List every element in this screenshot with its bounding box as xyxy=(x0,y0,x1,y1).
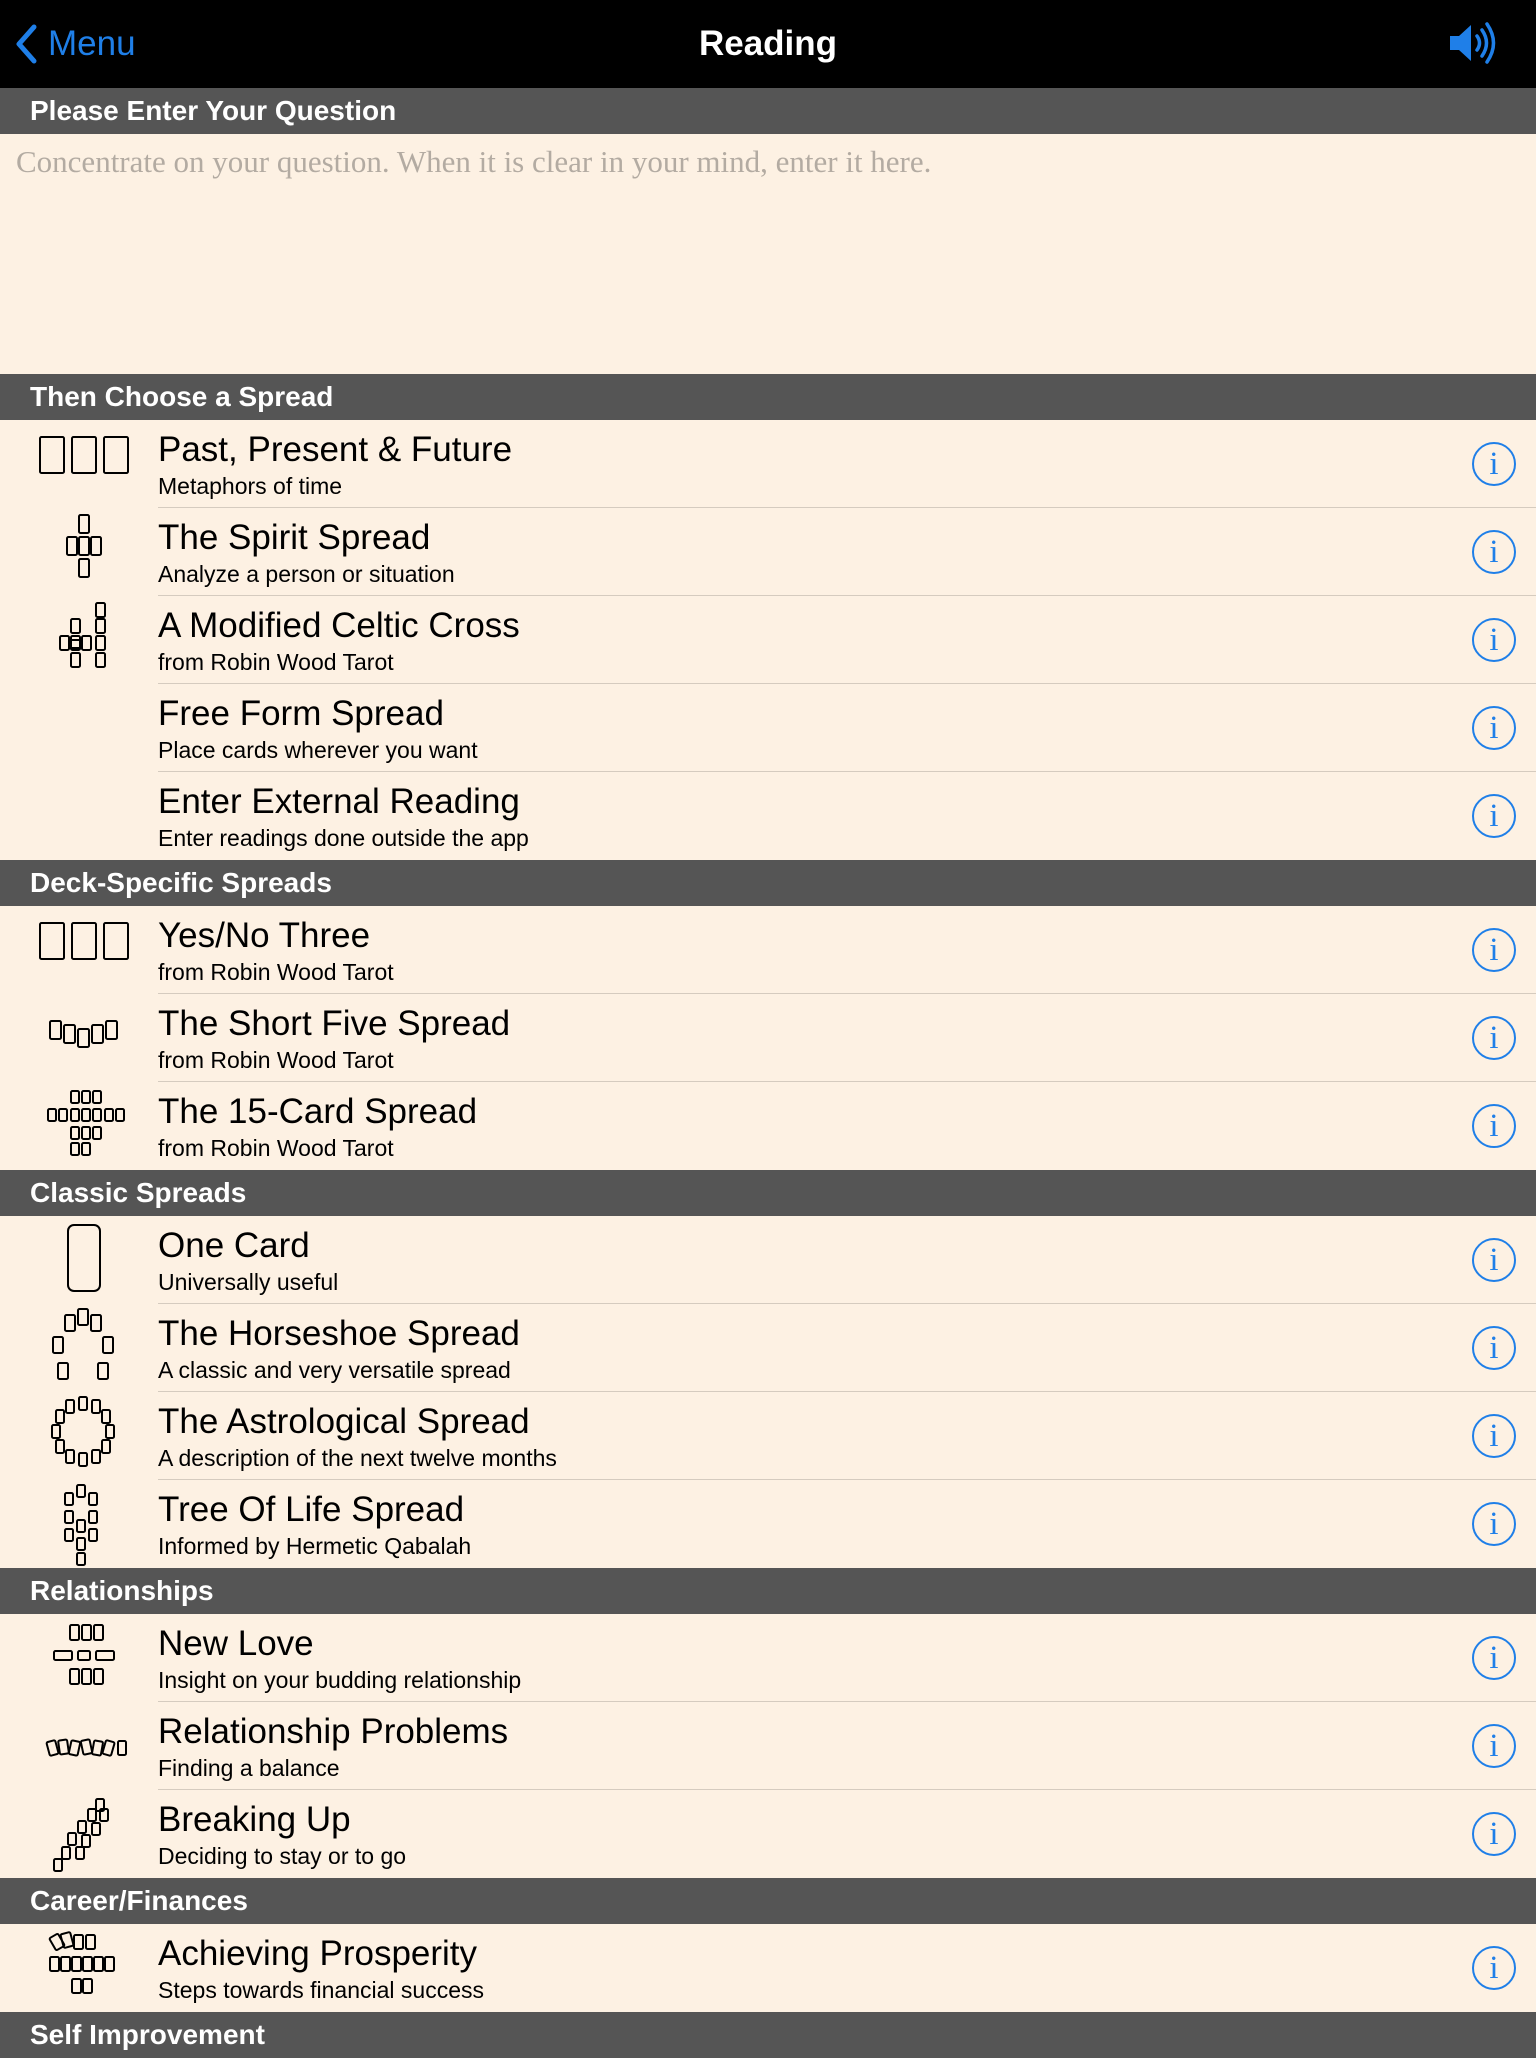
spread-text xyxy=(158,1932,1536,2004)
card-outline xyxy=(78,1651,90,1660)
card-outline xyxy=(58,1739,69,1754)
spread-text xyxy=(158,604,1536,676)
card-outline xyxy=(59,1109,67,1121)
card-outline xyxy=(92,1823,100,1835)
tree-of-life-icon xyxy=(38,1483,130,1565)
card-outline xyxy=(82,1625,91,1640)
spread-title: One Card xyxy=(158,1226,310,1265)
icon-placeholder xyxy=(38,687,130,769)
card-outline xyxy=(65,1315,75,1331)
spread-title: The Horseshoe Spread xyxy=(158,1314,520,1353)
card-outline xyxy=(88,1809,96,1821)
spread-subtitle: from Robin Wood Tarot xyxy=(158,959,394,985)
single-card-icon xyxy=(38,1219,130,1301)
spread-title: Free Form Spread xyxy=(158,694,444,733)
spread-list xyxy=(0,374,1536,2058)
spread-text xyxy=(158,780,1536,852)
spread-text xyxy=(158,1224,1536,1296)
spread-subtitle: Insight on your budding relationship xyxy=(158,1667,522,1693)
card-outline xyxy=(104,923,128,959)
spread-row[interactable] xyxy=(0,906,1536,994)
card-outline xyxy=(67,537,77,555)
info-icon[interactable]: i xyxy=(1472,928,1516,972)
new-love-icon xyxy=(38,1617,130,1699)
spread-row[interactable] xyxy=(0,1082,1536,1170)
card-outline xyxy=(40,923,64,959)
card-outline xyxy=(71,619,80,633)
question-section-header: Please Enter Your Question xyxy=(0,88,1536,134)
card-outline xyxy=(89,1511,97,1523)
navigation-bar xyxy=(0,0,1536,88)
card-outline xyxy=(68,1225,100,1291)
card-outline xyxy=(77,1520,85,1532)
card-outline xyxy=(72,1957,81,1971)
card-outline xyxy=(48,1109,56,1121)
card-outline xyxy=(106,1425,114,1438)
card-outline xyxy=(81,1739,93,1755)
spread-text xyxy=(158,1002,1536,1074)
card-outline xyxy=(71,1143,79,1155)
card-outline xyxy=(96,603,105,617)
relationship-problems-icon xyxy=(38,1705,130,1787)
card-outline xyxy=(76,1847,84,1859)
card-outline xyxy=(78,1029,89,1047)
card-outline xyxy=(71,1127,79,1139)
card-outline xyxy=(72,437,96,473)
section-header: Self Improvement xyxy=(0,2012,1536,2058)
spread-text xyxy=(158,914,1536,986)
card-outline xyxy=(56,1410,64,1423)
spread-title: The Spirit Spread xyxy=(158,518,431,557)
spread-row[interactable] xyxy=(0,420,1536,508)
spread-subtitle: Deciding to stay or to go xyxy=(158,1843,407,1869)
card-outline xyxy=(79,515,89,533)
spread-text xyxy=(158,692,1536,764)
spread-subtitle: Analyze a person or situation xyxy=(158,561,455,587)
menu-back-label: Menu xyxy=(48,24,136,63)
card-outline xyxy=(105,1957,114,1971)
info-icon[interactable]: i xyxy=(1472,1724,1516,1768)
card-outline xyxy=(102,1740,115,1756)
info-icon[interactable]: i xyxy=(1472,1104,1516,1148)
info-icon[interactable]: i xyxy=(1472,1326,1516,1370)
card-outline xyxy=(71,1091,79,1103)
spread-title: Enter External Reading xyxy=(158,782,520,821)
spread-title: Breaking Up xyxy=(158,1800,351,1839)
spread-row[interactable] xyxy=(0,1392,1536,1480)
card-outline xyxy=(94,1957,103,1971)
menu-back-button[interactable] xyxy=(14,0,136,88)
spread-row[interactable] xyxy=(0,1216,1536,1304)
card-outline xyxy=(60,636,69,650)
spread-text xyxy=(158,1400,1536,1472)
spread-subtitle: Place cards wherever you want xyxy=(158,737,478,763)
card-outline xyxy=(79,559,89,577)
speaker-icon xyxy=(1448,21,1498,65)
spread-subtitle: A classic and very versatile spread xyxy=(158,1357,511,1383)
spread-text xyxy=(158,1312,1536,1384)
card-outline xyxy=(66,1450,74,1463)
prosperity-icon xyxy=(38,1927,130,2009)
sound-toggle-button[interactable] xyxy=(1448,21,1498,70)
section-header: Deck-Specific Spreads xyxy=(0,860,1536,906)
spread-row[interactable] xyxy=(0,1702,1536,1790)
card-outline xyxy=(92,1025,103,1043)
card-outline xyxy=(54,1651,72,1660)
card-outline xyxy=(102,1410,110,1423)
card-outline xyxy=(82,1669,91,1684)
three-card-row-icon xyxy=(38,423,130,505)
spread-subtitle: Informed by Hermetic Qabalah xyxy=(158,1533,472,1559)
card-outline xyxy=(77,1538,85,1550)
card-outline xyxy=(116,1109,124,1121)
card-outline xyxy=(79,1397,87,1410)
card-outline xyxy=(98,1363,108,1379)
spread-title: Relationship Problems xyxy=(158,1712,509,1751)
spread-title: Tree Of Life Spread xyxy=(158,1490,465,1529)
card-outline xyxy=(70,1625,79,1640)
card-outline xyxy=(65,1511,73,1523)
card-outline xyxy=(62,1847,70,1859)
spread-text xyxy=(158,1710,1536,1782)
card-outline xyxy=(40,437,64,473)
card-outline xyxy=(91,537,101,555)
card-outline xyxy=(82,636,91,650)
card-outline xyxy=(82,1127,90,1139)
card-outline xyxy=(92,1400,100,1413)
spread-text xyxy=(158,1622,1536,1694)
card-outline xyxy=(79,1453,87,1466)
card-outline xyxy=(103,1337,113,1353)
section-header: Then Choose a Spread xyxy=(0,374,1536,420)
info-icon[interactable]: i xyxy=(1472,1016,1516,1060)
spread-text xyxy=(158,1488,1536,1560)
card-outline xyxy=(69,1740,81,1756)
spread-row[interactable] xyxy=(0,508,1536,596)
card-outline xyxy=(77,1485,85,1497)
card-outline xyxy=(65,1493,73,1505)
card-outline xyxy=(82,1109,90,1121)
card-outline xyxy=(50,1021,61,1039)
spread-text xyxy=(158,516,1536,588)
card-outline xyxy=(93,1091,101,1103)
card-outline xyxy=(105,1109,113,1121)
horseshoe-icon xyxy=(38,1307,130,1389)
spread-title: The 15-Card Spread xyxy=(158,1092,478,1131)
card-outline xyxy=(82,1091,90,1103)
spread-title: A Modified Celtic Cross xyxy=(158,606,520,645)
card-outline xyxy=(96,1651,114,1660)
spread-subtitle: from Robin Wood Tarot xyxy=(158,649,394,675)
card-outline xyxy=(70,1669,79,1684)
card-outline xyxy=(96,619,105,633)
card-outline xyxy=(104,437,128,473)
spread-subtitle: A description of the next twelve months xyxy=(158,1445,557,1471)
card-outline xyxy=(86,1935,95,1949)
card-outline xyxy=(58,1363,68,1379)
spread-title: Past, Present & Future xyxy=(158,430,513,469)
card-outline xyxy=(93,1127,101,1139)
section-header: Relationships xyxy=(0,1568,1536,1614)
spread-subtitle: Enter readings done outside the app xyxy=(158,825,529,851)
spread-row[interactable] xyxy=(0,772,1536,860)
info-icon[interactable]: i xyxy=(1472,530,1516,574)
spread-title: The Astrological Spread xyxy=(158,1402,530,1441)
three-card-row-icon xyxy=(38,909,130,991)
question-input[interactable] xyxy=(0,134,1536,374)
info-icon[interactable]: i xyxy=(1472,618,1516,662)
spread-row[interactable] xyxy=(0,1790,1536,1878)
card-outline xyxy=(53,1337,63,1353)
card-outline xyxy=(82,1835,90,1847)
card-outline xyxy=(61,1957,70,1971)
spread-row[interactable] xyxy=(0,1924,1536,2012)
spread-title: New Love xyxy=(158,1624,314,1663)
spread-subtitle: Steps towards financial success xyxy=(158,1977,484,2003)
page-title: Reading xyxy=(698,24,838,63)
info-icon[interactable]: i xyxy=(1472,1238,1516,1282)
card-outline xyxy=(92,1740,103,1755)
spread-row[interactable] xyxy=(0,1304,1536,1392)
spirit-cross-icon xyxy=(38,511,130,593)
spread-subtitle: Metaphors of time xyxy=(158,473,343,499)
card-outline xyxy=(71,1109,79,1121)
spread-subtitle: Universally useful xyxy=(158,1269,339,1295)
spread-text xyxy=(158,1798,1536,1870)
card-outline xyxy=(72,1979,81,1993)
info-icon[interactable]: i xyxy=(1472,1946,1516,1990)
spread-text xyxy=(158,428,1536,500)
card-outline xyxy=(72,923,96,959)
fifteen-card-icon xyxy=(38,1085,130,1167)
short-five-icon xyxy=(38,997,130,1079)
spread-row[interactable] xyxy=(0,994,1536,1082)
spread-text xyxy=(158,1090,1536,1162)
question-placeholder: Concentrate on your question. When it is clear in your mind, enter it here. xyxy=(16,144,932,179)
card-outline xyxy=(96,636,105,650)
astrological-circle-icon xyxy=(38,1395,130,1477)
spread-subtitle: from Robin Wood Tarot xyxy=(158,1047,394,1073)
spread-row[interactable] xyxy=(0,1614,1536,1702)
card-outline xyxy=(96,653,105,667)
card-outline xyxy=(46,1740,58,1756)
card-outline xyxy=(94,1625,103,1640)
spread-row[interactable] xyxy=(0,684,1536,772)
card-outline xyxy=(52,1425,60,1438)
info-icon[interactable]: i xyxy=(1472,1636,1516,1680)
card-outline xyxy=(89,1529,97,1541)
card-outline xyxy=(77,1553,85,1565)
spread-title: The Short Five Spread xyxy=(158,1004,511,1043)
chevron-left-icon xyxy=(14,24,38,64)
card-outline xyxy=(78,1309,88,1325)
card-outline xyxy=(79,537,89,555)
card-outline xyxy=(106,1021,117,1039)
card-outline xyxy=(65,1529,73,1541)
card-outline xyxy=(94,1669,103,1684)
card-outline xyxy=(50,1957,59,1971)
card-outline xyxy=(83,1957,92,1971)
spread-row[interactable] xyxy=(0,1480,1536,1568)
info-icon[interactable]: i xyxy=(1472,1812,1516,1856)
card-outline xyxy=(92,1450,100,1463)
icon-placeholder xyxy=(38,775,130,857)
card-outline xyxy=(82,1143,90,1155)
info-icon[interactable]: i xyxy=(1472,794,1516,838)
card-outline xyxy=(78,1821,86,1833)
card-outline xyxy=(102,1440,110,1453)
card-outline xyxy=(66,1400,74,1413)
spread-title: Yes/No Three xyxy=(158,916,371,955)
card-outline xyxy=(54,1859,62,1871)
spread-subtitle: from Robin Wood Tarot xyxy=(158,1135,394,1161)
card-outline xyxy=(91,1315,101,1331)
info-icon[interactable]: i xyxy=(1472,706,1516,750)
info-icon[interactable]: i xyxy=(1472,1502,1516,1546)
card-outline xyxy=(68,1833,76,1845)
info-icon[interactable]: i xyxy=(1472,442,1516,486)
card-outline xyxy=(71,653,80,667)
card-outline xyxy=(60,1932,73,1948)
section-header: Career/Finances xyxy=(0,1878,1536,1924)
card-outline xyxy=(74,1935,83,1949)
spread-title: Achieving Prosperity xyxy=(158,1934,478,1973)
card-outline xyxy=(93,1109,101,1121)
breaking-up-icon xyxy=(38,1793,130,1875)
spread-row[interactable] xyxy=(0,596,1536,684)
card-outline xyxy=(89,1493,97,1505)
card-outline xyxy=(64,1025,75,1043)
card-outline xyxy=(83,1979,92,1993)
section-header: Classic Spreads xyxy=(0,1170,1536,1216)
info-icon[interactable]: i xyxy=(1472,1414,1516,1458)
card-outline xyxy=(118,1741,126,1755)
spread-subtitle: Finding a balance xyxy=(158,1755,340,1781)
card-outline xyxy=(56,1440,64,1453)
celtic-cross-icon xyxy=(38,599,130,681)
